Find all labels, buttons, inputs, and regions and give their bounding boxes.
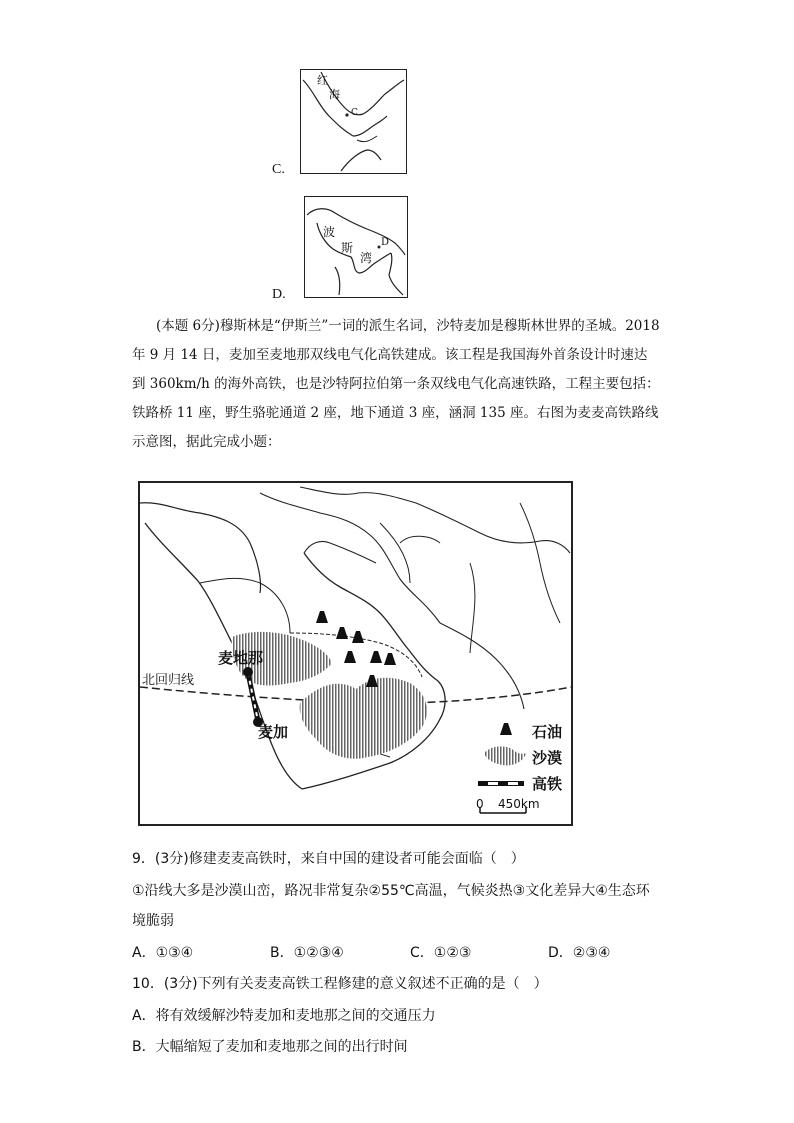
q10-stem: 10．(3分)下列有关麦麦高铁工程修建的意义叙述不正确的是（ ） [132,976,548,992]
label-point-c: C [351,108,358,118]
scale-km-label: 450km [498,797,540,811]
city-mecca-label: 麦加 [258,723,289,741]
q9-option-b[interactable]: B．①②③④ [270,945,344,961]
passage-line: 年 9 月 14 日，麦加至麦地那双线电气化高铁建成。该工程是我国海外首条设计时速达 [132,347,648,363]
q9-option-d[interactable]: D．②③④ [548,945,611,961]
option-d-letter: D. [272,287,286,302]
label-wan: 湾 [360,251,373,265]
railway-map [138,481,573,826]
q9-items-line1: ①沿线大多是沙漠山峦，路况非常复杂②55℃高温，气候炎热③文化差异大④生态环 [132,883,650,899]
label-point-d: D [381,237,390,248]
label-hai: 海 [329,88,340,101]
label-hong: 红 [317,74,328,87]
passage-line: (本题 6分)穆斯林是“伊斯兰”一词的派生名词，沙特麦加是穆斯林世界的圣城。2018 [156,318,660,334]
option-d-map [304,196,408,298]
q9-option-a[interactable]: A．①③④ [132,945,194,961]
q9-stem: 9．(3分)修建麦麦高铁时，来自中国的建设者可能会面临（ ） [132,851,525,867]
option-c-map [300,69,407,174]
option-c-letter: C. [272,162,285,177]
passage [132,312,672,457]
tropic-label: 北回归线 [142,673,195,688]
passage-line: 示意图，据此完成小题： [132,434,281,450]
arabian-peninsula-drawing [140,483,571,824]
q9-option-c[interactable]: C．①②③ [410,945,472,961]
passage-line: 到 360km/h 的海外高铁，也是沙特阿拉伯第一条双线电气化高速铁路，工程主要包括： [132,376,660,392]
legend-rail-label: 高铁 [532,775,563,793]
q10-option-a[interactable]: A．将有效缓解沙特麦加和麦地那之间的交通压力 [132,1008,436,1024]
city-medina-label: 麦地那 [218,649,264,667]
passage-line: 铁路桥 11 座，野生骆驼通道 2 座，地下通道 3 座，涵洞 135 座。右图为麦麦高铁路线 [132,405,659,421]
q9-items-line2: 境脆弱 [132,913,174,929]
scale-zero-label: 0 [476,797,484,811]
oil-markers [316,611,396,687]
legend-desert-label: 沙漠 [532,749,563,767]
label-si: 斯 [341,241,354,255]
persian-gulf-coast-drawing [305,197,407,297]
q10-option-b[interactable]: B．大幅缩短了麦加和麦地那之间的出行时间 [132,1039,408,1055]
legend-oil-label: 石油 [532,723,563,741]
label-bo: 波 [323,225,336,239]
